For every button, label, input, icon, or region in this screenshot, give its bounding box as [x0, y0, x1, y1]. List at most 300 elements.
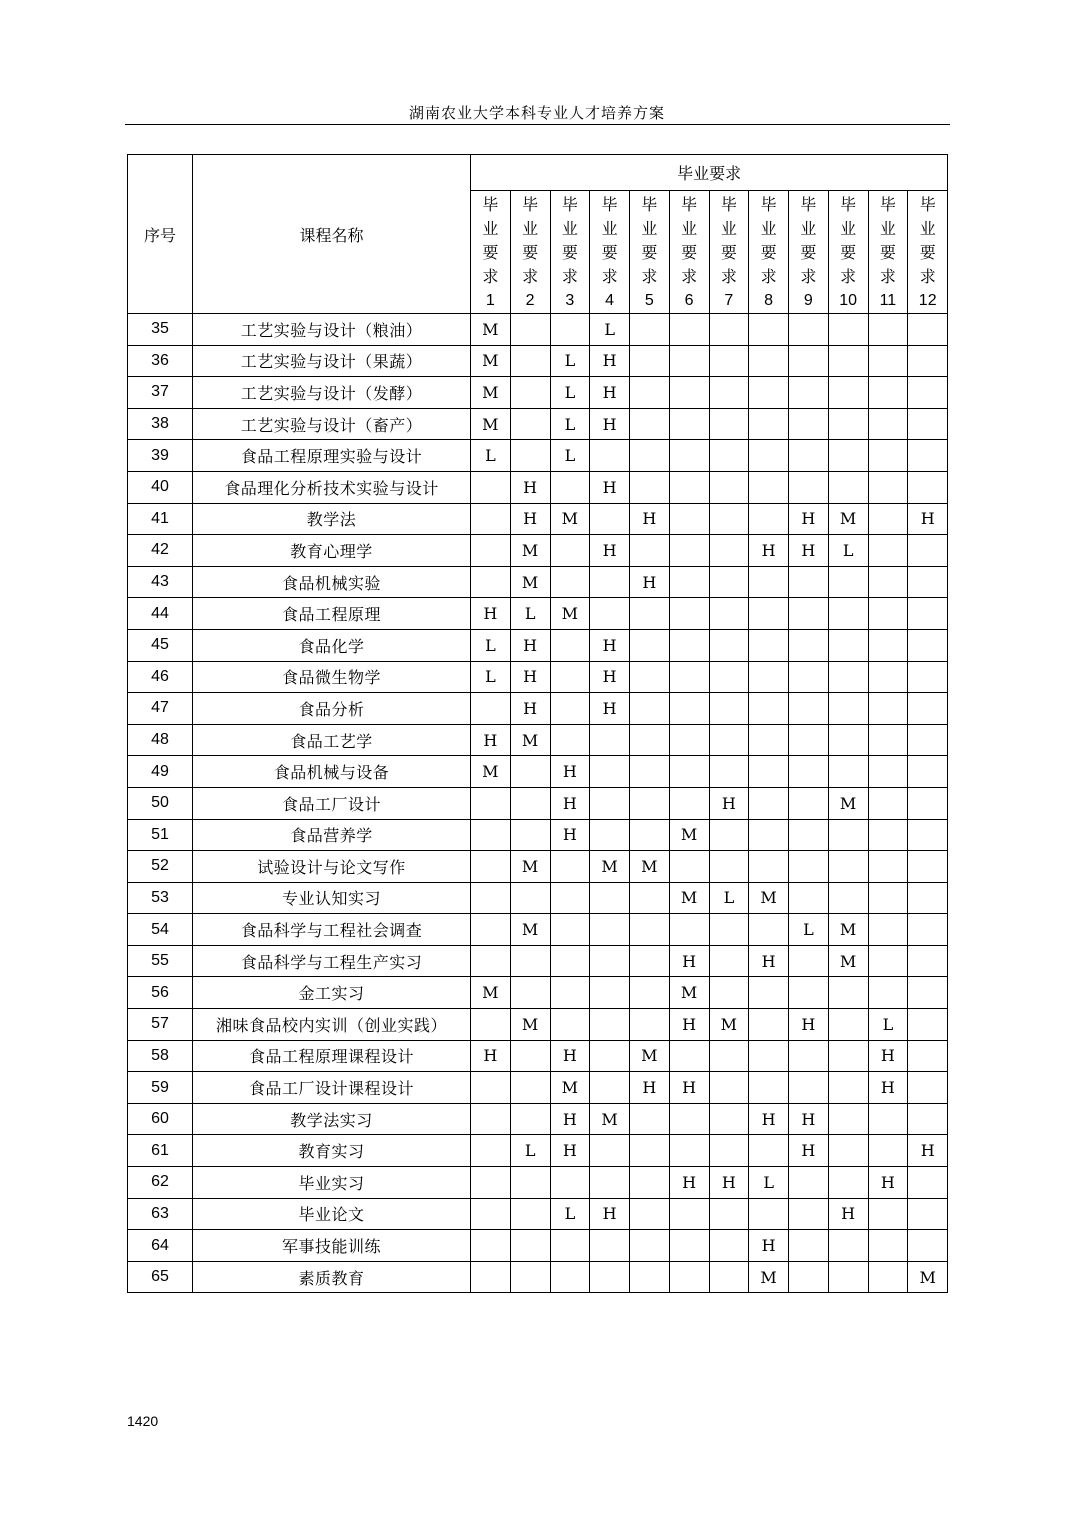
- requirement-mark: [789, 1261, 829, 1293]
- requirement-mark: M: [510, 851, 550, 883]
- requirement-mark: [828, 1009, 868, 1041]
- requirement-mark: [669, 566, 709, 598]
- requirement-mark: [709, 1261, 749, 1293]
- requirement-mark: [789, 598, 829, 630]
- requirement-mark: M: [669, 819, 709, 851]
- table-row: [128, 1135, 948, 1167]
- requirement-mark: [630, 598, 670, 630]
- course-name: 食品营养学: [193, 819, 471, 851]
- requirement-mark: [868, 471, 908, 503]
- row-index: 50: [128, 787, 193, 819]
- row-index: 59: [128, 1072, 193, 1104]
- course-name: 教学法: [193, 503, 471, 535]
- requirement-mark: [868, 661, 908, 693]
- requirement-mark: M: [471, 377, 511, 409]
- requirement-column-number: 12: [918, 292, 937, 309]
- requirement-mark: [749, 1009, 789, 1041]
- requirement-mark: [709, 1072, 749, 1104]
- requirement-mark: [669, 724, 709, 756]
- requirement-mark: [908, 598, 948, 630]
- requirement-mark: H: [749, 535, 789, 567]
- requirement-mark: [709, 819, 749, 851]
- requirement-mark: [749, 977, 789, 1009]
- course-name: 金工实习: [193, 977, 471, 1009]
- requirement-mark: [471, 819, 511, 851]
- requirement-mark: H: [789, 503, 829, 535]
- requirement-mark: [789, 1230, 829, 1262]
- requirement-mark: [550, 629, 590, 661]
- course-name: 军事技能训练: [193, 1230, 471, 1262]
- requirement-mark: [908, 1009, 948, 1041]
- requirement-mark: [908, 377, 948, 409]
- requirement-mark: [630, 629, 670, 661]
- requirement-mark: [789, 408, 829, 440]
- requirement-mark: [789, 787, 829, 819]
- requirement-mark: H: [669, 1167, 709, 1199]
- requirement-column-label: 毕业要求: [879, 195, 896, 286]
- requirement-mark: M: [510, 914, 550, 946]
- requirement-mark: L: [510, 1135, 550, 1167]
- course-name: 专业认知实习: [193, 882, 471, 914]
- course-name: 工艺实验与设计（畜产）: [193, 408, 471, 440]
- row-index: 48: [128, 724, 193, 756]
- requirement-mark: [630, 471, 670, 503]
- requirement-mark: H: [550, 1103, 590, 1135]
- requirement-mark: M: [828, 914, 868, 946]
- course-name: 食品化学: [193, 629, 471, 661]
- table-body: [128, 314, 948, 1293]
- table-row: [128, 314, 948, 346]
- requirement-mark: M: [669, 977, 709, 1009]
- requirement-mark: [471, 882, 511, 914]
- requirement-mark: [828, 851, 868, 883]
- requirement-column-header: [550, 191, 590, 314]
- course-name: 食品工厂设计: [193, 787, 471, 819]
- requirement-mark: M: [471, 408, 511, 440]
- requirement-mark: [669, 787, 709, 819]
- course-name: 食品工艺学: [193, 724, 471, 756]
- table-row: [128, 408, 948, 440]
- table-row: [128, 977, 948, 1009]
- requirement-mark: [709, 1040, 749, 1072]
- requirement-column-label: 毕业要求: [720, 195, 737, 286]
- requirement-mark: [630, 314, 670, 346]
- requirement-column-label: 毕业要求: [760, 195, 777, 286]
- requirement-mark: [471, 1009, 511, 1041]
- requirement-mark: H: [669, 945, 709, 977]
- requirement-mark: [749, 377, 789, 409]
- requirement-mark: [630, 345, 670, 377]
- requirement-column-label: 毕业要求: [482, 195, 499, 286]
- requirement-mark: M: [709, 1009, 749, 1041]
- requirement-mark: [789, 693, 829, 725]
- requirement-mark: [510, 345, 550, 377]
- requirement-mark: [709, 440, 749, 472]
- requirement-mark: [908, 1230, 948, 1262]
- requirement-mark: [749, 314, 789, 346]
- requirement-mark: [749, 914, 789, 946]
- requirement-mark: [630, 1198, 670, 1230]
- requirements-group-header: 毕业要求: [471, 155, 948, 191]
- requirement-mark: [590, 566, 630, 598]
- row-index: 65: [128, 1261, 193, 1293]
- requirement-mark: H: [630, 566, 670, 598]
- requirement-mark: [828, 693, 868, 725]
- requirement-mark: H: [471, 1040, 511, 1072]
- requirement-mark: [789, 756, 829, 788]
- requirement-mark: L: [471, 440, 511, 472]
- requirement-mark: [550, 314, 590, 346]
- requirement-mark: [828, 1103, 868, 1135]
- requirement-mark: M: [630, 1040, 670, 1072]
- row-index: 62: [128, 1167, 193, 1199]
- requirement-mark: [590, 914, 630, 946]
- requirement-mark: [749, 693, 789, 725]
- table-row: [128, 945, 948, 977]
- course-name: 教学法实习: [193, 1103, 471, 1135]
- row-index: 51: [128, 819, 193, 851]
- requirement-mark: [789, 314, 829, 346]
- requirement-mark: [749, 598, 789, 630]
- course-name: 湘味食品校内实训（创业实践）: [193, 1009, 471, 1041]
- graduation-requirements-table: [127, 154, 948, 1293]
- course-name: 试验设计与论文写作: [193, 851, 471, 883]
- requirement-mark: [471, 471, 511, 503]
- requirement-mark: [471, 787, 511, 819]
- requirement-mark: [630, 819, 670, 851]
- requirement-mark: [749, 503, 789, 535]
- requirement-mark: [868, 440, 908, 472]
- table-row: [128, 1230, 948, 1262]
- table-row: [128, 1103, 948, 1135]
- requirement-mark: [709, 566, 749, 598]
- requirement-mark: H: [471, 598, 511, 630]
- requirement-mark: [630, 377, 670, 409]
- table-row: [128, 598, 948, 630]
- course-name: 食品机械实验: [193, 566, 471, 598]
- requirement-mark: [550, 1261, 590, 1293]
- requirement-mark: H: [510, 471, 550, 503]
- requirement-mark: H: [669, 1009, 709, 1041]
- requirement-column-header: [590, 191, 630, 314]
- requirement-mark: H: [868, 1072, 908, 1104]
- requirement-mark: [590, 1040, 630, 1072]
- requirement-mark: [908, 1040, 948, 1072]
- requirement-mark: [510, 1103, 550, 1135]
- table-row: [128, 471, 948, 503]
- requirement-mark: [908, 408, 948, 440]
- requirement-mark: [868, 629, 908, 661]
- requirement-mark: [669, 1135, 709, 1167]
- requirement-mark: M: [590, 851, 630, 883]
- requirement-mark: M: [550, 598, 590, 630]
- table-row: [128, 1009, 948, 1041]
- requirement-mark: [630, 977, 670, 1009]
- requirement-mark: [669, 377, 709, 409]
- requirement-mark: [908, 724, 948, 756]
- course-name: 食品分析: [193, 693, 471, 725]
- requirement-mark: L: [828, 535, 868, 567]
- requirement-mark: L: [471, 629, 511, 661]
- row-index: 53: [128, 882, 193, 914]
- requirement-mark: [709, 535, 749, 567]
- requirement-mark: [749, 1198, 789, 1230]
- requirement-mark: [669, 1198, 709, 1230]
- requirement-mark: H: [630, 1072, 670, 1104]
- requirement-mark: M: [510, 724, 550, 756]
- course-name: 毕业论文: [193, 1198, 471, 1230]
- requirement-mark: L: [550, 377, 590, 409]
- requirement-mark: [868, 1135, 908, 1167]
- requirement-mark: H: [590, 1198, 630, 1230]
- requirement-mark: [868, 819, 908, 851]
- table-row: [128, 566, 948, 598]
- requirement-mark: [868, 503, 908, 535]
- requirement-mark: H: [709, 787, 749, 819]
- requirement-mark: M: [510, 535, 550, 567]
- requirement-mark: [749, 471, 789, 503]
- requirement-mark: [749, 661, 789, 693]
- requirement-mark: [510, 377, 550, 409]
- requirement-mark: [908, 471, 948, 503]
- requirement-mark: [789, 1198, 829, 1230]
- requirement-mark: H: [550, 787, 590, 819]
- requirement-mark: [630, 914, 670, 946]
- requirement-mark: [630, 1230, 670, 1262]
- requirement-mark: [590, 724, 630, 756]
- requirement-mark: [908, 566, 948, 598]
- requirement-mark: [669, 440, 709, 472]
- requirement-mark: H: [510, 629, 550, 661]
- requirement-column-label: 毕业要求: [919, 195, 936, 286]
- requirement-mark: [550, 1230, 590, 1262]
- requirement-column-label: 毕业要求: [601, 195, 618, 286]
- requirement-mark: H: [510, 661, 550, 693]
- requirement-mark: [709, 345, 749, 377]
- requirement-mark: [669, 535, 709, 567]
- requirement-mark: [630, 1135, 670, 1167]
- table-row: [128, 1167, 948, 1199]
- requirement-mark: [471, 945, 511, 977]
- requirement-mark: [709, 629, 749, 661]
- requirement-mark: H: [471, 724, 511, 756]
- requirement-mark: H: [590, 377, 630, 409]
- requirement-mark: [471, 1072, 511, 1104]
- course-name: 工艺实验与设计（发酵）: [193, 377, 471, 409]
- requirement-mark: [669, 661, 709, 693]
- requirement-mark: [550, 661, 590, 693]
- course-name: 工艺实验与设计（果蔬）: [193, 345, 471, 377]
- requirement-mark: M: [828, 503, 868, 535]
- requirement-column-header: [471, 191, 511, 314]
- requirement-mark: L: [789, 914, 829, 946]
- requirement-mark: [669, 1040, 709, 1072]
- requirement-mark: [709, 977, 749, 1009]
- requirement-mark: [828, 756, 868, 788]
- requirement-mark: [908, 914, 948, 946]
- row-index: 63: [128, 1198, 193, 1230]
- requirement-mark: H: [828, 1198, 868, 1230]
- course-name: 食品理化分析技术实验与设计: [193, 471, 471, 503]
- requirement-mark: H: [669, 1072, 709, 1104]
- course-name: 食品科学与工程社会调查: [193, 914, 471, 946]
- requirement-mark: L: [709, 882, 749, 914]
- requirement-mark: [868, 945, 908, 977]
- requirement-mark: [550, 882, 590, 914]
- requirement-mark: [828, 377, 868, 409]
- requirement-mark: [630, 693, 670, 725]
- row-index: 45: [128, 629, 193, 661]
- requirement-mark: [590, 1230, 630, 1262]
- requirement-mark: [590, 1135, 630, 1167]
- requirement-mark: [669, 314, 709, 346]
- requirement-mark: [828, 566, 868, 598]
- requirement-mark: L: [550, 440, 590, 472]
- table-row: [128, 724, 948, 756]
- requirement-mark: H: [590, 535, 630, 567]
- table-row: [128, 629, 948, 661]
- requirement-mark: [630, 408, 670, 440]
- table-row: [128, 819, 948, 851]
- requirement-mark: L: [550, 1198, 590, 1230]
- requirement-mark: M: [749, 882, 789, 914]
- requirement-mark: H: [510, 693, 550, 725]
- requirement-column-number: 5: [644, 292, 654, 309]
- requirement-mark: M: [471, 977, 511, 1009]
- requirement-mark: [868, 598, 908, 630]
- requirement-mark: H: [868, 1040, 908, 1072]
- requirement-mark: H: [590, 408, 630, 440]
- requirement-mark: [749, 440, 789, 472]
- requirement-mark: [868, 724, 908, 756]
- requirement-mark: H: [550, 819, 590, 851]
- requirement-mark: [471, 535, 511, 567]
- requirement-mark: [590, 977, 630, 1009]
- requirement-mark: [669, 1103, 709, 1135]
- row-index: 47: [128, 693, 193, 725]
- requirement-mark: M: [471, 345, 511, 377]
- course-name: 教育心理学: [193, 535, 471, 567]
- requirement-mark: [709, 1198, 749, 1230]
- requirement-mark: [471, 693, 511, 725]
- table-row: [128, 787, 948, 819]
- requirement-mark: [510, 945, 550, 977]
- requirement-mark: H: [789, 535, 829, 567]
- requirement-mark: [749, 851, 789, 883]
- requirement-column-label: 毕业要求: [561, 195, 578, 286]
- requirement-mark: L: [550, 408, 590, 440]
- requirement-mark: [550, 1009, 590, 1041]
- requirement-mark: [789, 882, 829, 914]
- requirement-mark: [709, 377, 749, 409]
- requirement-mark: [908, 661, 948, 693]
- row-index: 44: [128, 598, 193, 630]
- requirement-mark: [709, 756, 749, 788]
- requirement-mark: [471, 851, 511, 883]
- requirement-mark: [789, 977, 829, 1009]
- requirement-mark: [590, 503, 630, 535]
- requirement-mark: [868, 882, 908, 914]
- requirement-mark: [471, 566, 511, 598]
- requirement-mark: L: [550, 345, 590, 377]
- requirement-mark: [908, 977, 948, 1009]
- requirement-mark: [828, 661, 868, 693]
- requirement-mark: [590, 1009, 630, 1041]
- requirement-mark: [868, 345, 908, 377]
- requirement-mark: M: [471, 756, 511, 788]
- requirement-mark: [749, 629, 789, 661]
- requirement-mark: [789, 345, 829, 377]
- requirement-mark: [590, 819, 630, 851]
- requirement-mark: [590, 1072, 630, 1104]
- requirement-column-number: 10: [839, 292, 858, 309]
- requirement-mark: [789, 1072, 829, 1104]
- table-row: [128, 345, 948, 377]
- requirement-mark: [709, 408, 749, 440]
- requirement-mark: [709, 314, 749, 346]
- requirement-mark: [510, 1198, 550, 1230]
- requirement-mark: [789, 724, 829, 756]
- requirement-mark: [868, 408, 908, 440]
- requirement-mark: [510, 1040, 550, 1072]
- requirement-mark: [749, 566, 789, 598]
- table-row: [128, 661, 948, 693]
- requirement-mark: [868, 914, 908, 946]
- requirement-mark: [709, 945, 749, 977]
- requirement-mark: [510, 314, 550, 346]
- requirement-mark: M: [510, 1009, 550, 1041]
- requirement-mark: M: [669, 882, 709, 914]
- requirement-mark: M: [749, 1261, 789, 1293]
- requirement-mark: [590, 598, 630, 630]
- requirement-mark: L: [510, 598, 550, 630]
- table-row: [128, 882, 948, 914]
- requirement-mark: [828, 882, 868, 914]
- requirement-mark: [908, 440, 948, 472]
- requirement-mark: [908, 1167, 948, 1199]
- requirement-mark: [709, 724, 749, 756]
- requirement-mark: [510, 1230, 550, 1262]
- requirement-mark: M: [550, 503, 590, 535]
- course-name: 食品机械与设备: [193, 756, 471, 788]
- requirement-mark: [828, 314, 868, 346]
- row-index: 38: [128, 408, 193, 440]
- requirement-mark: [550, 535, 590, 567]
- requirement-mark: [828, 440, 868, 472]
- requirement-mark: M: [550, 1072, 590, 1104]
- requirement-mark: [789, 945, 829, 977]
- requirement-column-header: [510, 191, 550, 314]
- requirement-mark: H: [868, 1167, 908, 1199]
- requirement-mark: [669, 345, 709, 377]
- requirement-mark: [908, 629, 948, 661]
- requirement-mark: [510, 819, 550, 851]
- index-column-header: 序号: [128, 155, 193, 314]
- requirement-mark: H: [908, 1135, 948, 1167]
- requirement-mark: H: [789, 1009, 829, 1041]
- requirement-mark: [590, 945, 630, 977]
- table-row: [128, 914, 948, 946]
- requirement-column-header: [828, 191, 868, 314]
- requirement-mark: [669, 629, 709, 661]
- requirement-mark: M: [590, 1103, 630, 1135]
- requirement-mark: [630, 1103, 670, 1135]
- requirement-mark: [868, 1103, 908, 1135]
- requirement-mark: [749, 408, 789, 440]
- requirement-mark: [709, 598, 749, 630]
- requirement-mark: [868, 1230, 908, 1262]
- requirement-mark: [828, 1167, 868, 1199]
